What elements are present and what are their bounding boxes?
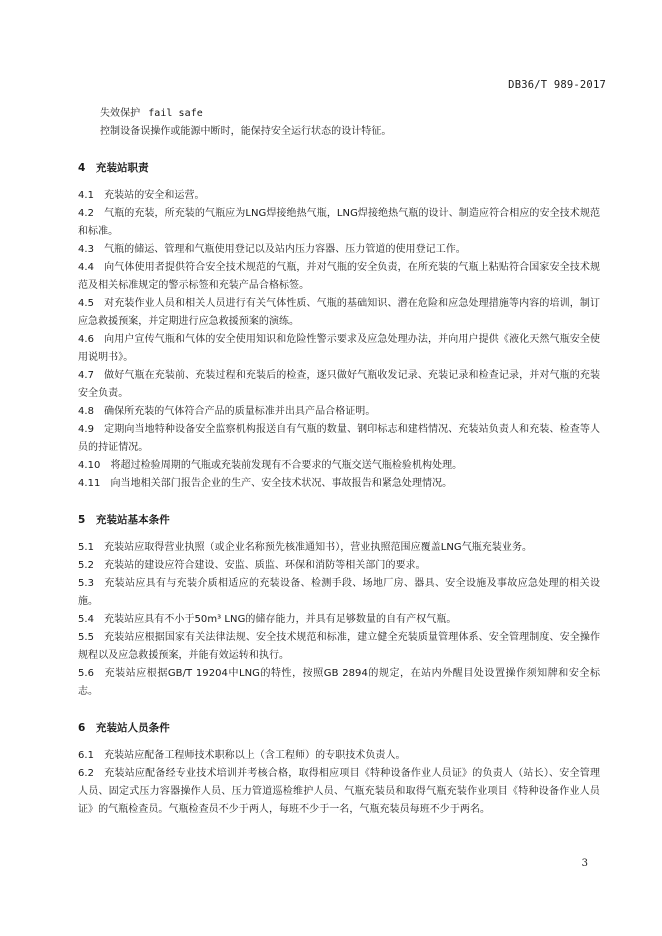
clause-number: 4.7 (78, 370, 95, 381)
section-title: 6 充装站人员条件 (78, 722, 170, 734)
section-title: 4 充装站职责 (78, 162, 149, 174)
section-spacer (78, 737, 600, 747)
clause-text: 充装站应配备经专业技术培训并考核合格，取得相应项目《特种设备作业人员证》的负责人（站长）、安全管理人员、固定式压力容器操作人员、压力管道巡检维护人员、气瓶充装员和取得气瓶充装作业项目《特种设备作业人员证》的气瓶检查员。气瓶检查员不少于两人，每班不少于一名，气瓶充装员每班不少于两名。 (78, 768, 600, 815)
clause-item (78, 205, 600, 241)
clause-item (78, 629, 600, 665)
clause-number: 4.2 (78, 208, 95, 219)
clause-number: 4.8 (78, 406, 95, 417)
clause-number: 4.3 (78, 244, 95, 255)
term-title-zh: 失效保护 (100, 108, 141, 119)
clause-item (78, 475, 600, 493)
clause-item (78, 187, 600, 205)
clause-item (78, 241, 600, 259)
clause-text: 充装站应根据国家有关法律法规、安全技术规范和标准，建立健全充装质量管理体系、安全管理制度、安全操作规程以及应急救援预案，并能有效运转和执行。 (78, 632, 600, 661)
clause-text: 充装站应配备工程师技术职称以上（含工程师）的专职技术负责人。 (104, 750, 406, 761)
clause-text: 气瓶的充装，所充装的气瓶应为LNG焊接绝热气瓶，LNG焊接绝热气瓶的设计、制造应符合相应的安全技术规范和标准。 (78, 208, 600, 237)
clause-text: 做好气瓶在充装前、充装过程和充装后的检查，逐只做好气瓶收发记录、充装记录和检查记录，并对气瓶的充装安全负责。 (78, 370, 600, 399)
clause-number: 4.4 (78, 262, 95, 273)
clause-item (78, 421, 600, 457)
clause-number: 4.6 (78, 334, 95, 345)
section-spacer (78, 177, 600, 187)
clause-number: 4.1 (78, 190, 95, 201)
clause-text: 充装站应根据GB/T 19204中LNG的特性，按照GB 2894的规定，在站内外醒目处设置操作须知牌和安全标志。 (78, 668, 600, 697)
clause-number: 5.2 (78, 560, 95, 571)
clause-item (78, 611, 600, 629)
clause-number: 5.4 (78, 614, 95, 625)
clause-item (78, 259, 600, 295)
clause-number: 6.1 (78, 750, 95, 761)
clause-text: 气瓶的储运、管理和气瓶使用登记以及站内压力容器、压力管道的使用登记工作。 (104, 244, 466, 255)
clause-text: 向气体使用者提供符合安全技术规范的气瓶，并对气瓶的安全负责，在所充装的气瓶上粘贴符合国家安全技术规范及相关标准规定的警示标签和充装产品合格标签。 (78, 262, 600, 291)
clause-item (78, 557, 600, 575)
clause-text: 确保所充装的气体符合产品的质量标准并出具产品合格证明。 (104, 406, 376, 417)
clause-item (78, 747, 600, 765)
term-definition: 控制设备误操作或能源中断时，能保持安全运行状态的设计特征。 (100, 126, 392, 137)
clause-item (78, 367, 600, 403)
clause-number: 5.5 (78, 632, 95, 643)
clause-text: 向用户宣传气瓶和气体的安全使用知识和危险性警示要求及应急处理办法，并向用户提供《液化天然气瓶安全使用说明书》。 (78, 334, 600, 363)
clause-item (78, 575, 600, 611)
clause-text: 充装站应具有与充装介质相适应的充装设备、检测手段、场地厂房、器具、安全设施及事故应急处理的相关设施。 (78, 578, 600, 607)
sections-container (78, 141, 600, 819)
page-number: 3 (581, 858, 588, 869)
section-spacer (78, 701, 600, 719)
term-heading (78, 105, 600, 123)
clause-item (78, 665, 600, 701)
clause-number: 4.9 (78, 424, 95, 435)
clause-number: 5.3 (78, 578, 95, 589)
section-spacer (78, 493, 600, 511)
section-title: 5 充装站基本条件 (78, 514, 170, 526)
standard-number: DB36/T 989-2017 (508, 79, 606, 91)
clause-text: 对充装作业人员和相关人员进行有关气体性质、气瓶的基础知识、潜在危险和应急处理措施等内容的培训，制订应急救援预案，并定期进行应急救援预案的演练。 (78, 298, 600, 327)
clause-text: 充装站应具有不小于50m³ LNG的储存能力，并具有足够数量的自有产权气瓶。 (104, 614, 457, 625)
clause-item (78, 295, 600, 331)
clause-number: 6.2 (78, 768, 95, 779)
section-spacer (78, 141, 600, 159)
clause-text: 向当地相关部门报告企业的生产、安全技术状况、事故报告和紧急处理情况。 (110, 478, 453, 489)
clause-item (78, 765, 600, 819)
clause-number: 4.5 (78, 298, 95, 309)
clause-item (78, 457, 600, 475)
term-title-en: fail safe (148, 108, 203, 119)
clause-item (78, 539, 600, 557)
clause-text: 充装站的安全和运营。 (104, 190, 205, 201)
clause-item (78, 331, 600, 367)
clause-number: 4.11 (78, 478, 101, 489)
clause-number: 4.10 (78, 460, 101, 471)
clause-text: 充装站应取得营业执照（或企业名称预先核准通知书），营业执照范围应覆盖LNG气瓶充装业务。 (104, 542, 533, 553)
clause-text: 将超过检验周期的气瓶或充装前发现有不合要求的气瓶交送气瓶检验机构处理。 (110, 460, 463, 471)
document-body (78, 105, 600, 819)
clause-number: 5.6 (78, 668, 95, 679)
clause-item (78, 403, 600, 421)
clause-number: 5.1 (78, 542, 95, 553)
clause-text: 充装站的建设应符合建设、安监、质监、环保和消防等相关部门的要求。 (104, 560, 426, 571)
section-spacer (78, 529, 600, 539)
clause-text: 定期向当地特种设备安全监察机构报送自有气瓶的数量、钢印标志和建档情况、充装站负责人和充装、检查等人员的持证情况。 (78, 424, 600, 453)
